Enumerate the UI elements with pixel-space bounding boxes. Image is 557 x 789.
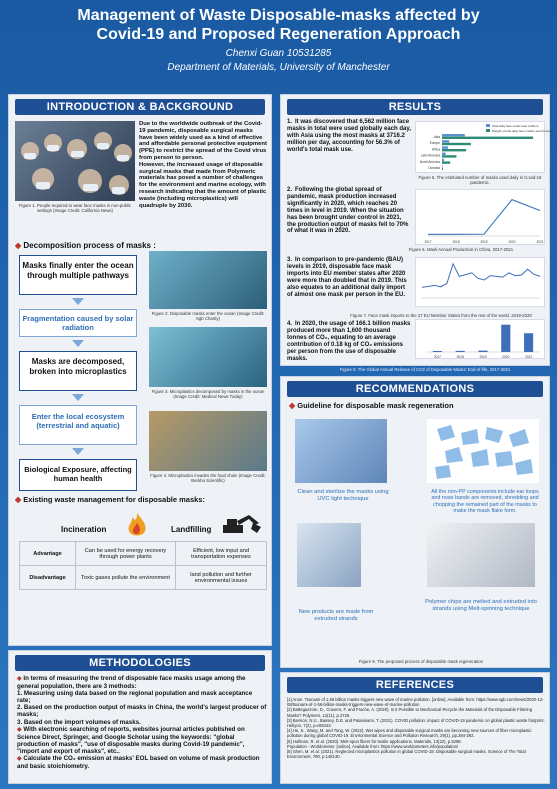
flow-box-1: Masks finally enter the ocean through multiple pathways — [19, 255, 137, 295]
diamond-icon: ◆ — [15, 495, 22, 504]
step4-text: Polymer chips are melted and extruded into strands using Melt-spinning technique — [425, 599, 537, 612]
author: Chenxi Guan 10531285 — [225, 48, 332, 59]
chart-fig6 — [415, 189, 545, 245]
methods-section — [8, 650, 272, 784]
flakes-illustration — [427, 419, 539, 483]
methods-item-text: Based on the import volumes of masks. — [23, 718, 141, 726]
microplastics-photo — [149, 327, 267, 387]
title-line-1: Management of Waste Disposable-masks affected by — [77, 7, 480, 24]
tick-label: 2017 — [424, 240, 432, 244]
methods-body — [17, 675, 267, 770]
chart-fig6-svg — [416, 190, 546, 246]
legend-swatch — [486, 124, 490, 127]
bar — [442, 168, 443, 170]
intro-para-1: Due to the worldwide outbreak of the Covid-19 pandemic, disposable surgical masks have been widely used as a kind of effective and affordable personal protective equipment (PPE) to restrict the spread of the Covid virus from person to person. — [139, 121, 267, 161]
bar — [442, 165, 443, 167]
mask-flakes-photo — [427, 419, 539, 483]
fig4-caption: Figure 4. Microplastics invades the food chain (Image Credit: Berkha Scientific) — [150, 473, 266, 484]
methods-b2: With electronic searching of reports, websites journal articles published on Science Direct, Springer, and Google Scholar using the keywords: "global production of masks", "use of disposable masks during Covid-19 pandemic", "import and export of masks", etc.. — [17, 725, 245, 755]
bar — [442, 146, 448, 148]
chart-fig8 — [415, 319, 545, 359]
intro-para-2: However, the increased usage of disposable surgical masks that made from Polymeric materials has posed a number of challenges for the environment and marine ecology, with research indicating that the amount of plastic waste (including microplastics) will quadruple by 2030. — [139, 161, 267, 209]
waste-heading: Existing waste management for disposable masks: — [23, 495, 205, 504]
ref-item: [5] Hullman, R. et al. (2020). Melt-spun fibers for textile applications. Materials, 13(22), p.5298. — [287, 738, 462, 744]
refs-section — [280, 672, 550, 784]
fig2-caption: Figure 2. Disposable masks enter the ocean (Image Credit: Sgb Charity) — [151, 311, 265, 322]
recs-heading: RECOMMENDATIONS — [287, 381, 543, 397]
methods-intro-row — [17, 675, 267, 690]
results-section — [280, 94, 554, 366]
result-num: 3. — [287, 257, 293, 263]
methods-heading: METHODOLOGIES — [15, 655, 265, 671]
methods-item-1: 1. Measuring using data based on the regional population and mask acceptance rate; — [17, 690, 253, 705]
result-2 — [287, 187, 411, 235]
arrow-down-icon — [72, 394, 84, 401]
bar — [442, 149, 466, 151]
bar — [524, 333, 533, 352]
flow-box-5: Biological Exposure, affecting human health — [19, 459, 137, 491]
legend-label: Weight of total daily face masks used (tonnes) — [492, 128, 554, 133]
chart-fig8-svg — [416, 320, 546, 360]
bar — [442, 140, 449, 142]
diamond-icon: ◆ — [17, 726, 22, 733]
uvc-clean-photo — [295, 419, 387, 483]
category-label: North America — [419, 159, 440, 164]
tick-label: 2019 — [480, 240, 488, 244]
title-area — [0, 0, 557, 86]
methods-intro: In terms of measuring the trend of disposable face masks usage among the general population, there are 3 methods: — [17, 675, 246, 691]
landfilling-label: Landfilling — [171, 525, 212, 534]
tick-label: 2017 — [433, 355, 441, 359]
methods-b2-row — [17, 726, 267, 755]
intro-section — [8, 94, 272, 646]
category-label: Oceania — [428, 166, 440, 170]
bar — [442, 161, 450, 163]
bar — [442, 155, 456, 157]
decomp-heading-row — [15, 241, 156, 250]
methods-b3-row — [17, 755, 267, 770]
fig5-caption: Figure 5. The estimated number of masks used daily in Covid-19 pandemic. — [418, 175, 542, 186]
methods-item-text: Measuring using data based on the regional population and mask acceptance rate; — [17, 690, 253, 705]
result-1 — [287, 119, 411, 154]
tick-label: 2020 — [502, 355, 510, 359]
flow-box-3: Masks are decomposed, broken into microplastics — [19, 351, 137, 391]
bar — [442, 143, 471, 145]
flow-box-2: Fragmentation caused by solar radiation — [19, 309, 137, 337]
ref-item: [6] Shen, M. et al. (2021). Neglected microplastics pollution in global COVID-19: Disposable surgical masks. Science of The Total Environment, 790, p.148130. — [287, 749, 526, 760]
guide-heading: Guideline for disposable mask regeneration — [297, 401, 454, 410]
tick-label: 2019 — [479, 355, 487, 359]
step2-text: All the non-PP components include ear loops and nose bands are removed, shredding and chopping the remained part of the masks to make the mask flake form. — [431, 489, 539, 515]
category-label: Africa — [431, 147, 440, 152]
tick-label: 2018 — [452, 240, 460, 244]
decomp-heading: Decomposition process of masks : — [23, 241, 156, 250]
bar — [442, 153, 446, 155]
chart-fig7-svg — [416, 258, 546, 308]
bar — [442, 137, 533, 139]
bar — [442, 134, 465, 136]
legend-swatch — [486, 129, 490, 132]
new-product-photo — [297, 523, 361, 587]
fig9-caption: Figure 9. The proposed process of disposable mask regeneration — [358, 659, 484, 664]
ref-item: [4] He, S., Wang, M. and Tong, W. (2022). Wet wipes and disposable surgical masks are becoming new sources of fiber microplastic pollution during global COVID-19. Environmental Science and Pollution Research, 29(1), pp.284-292. — [287, 728, 532, 739]
result-4 — [287, 321, 411, 362]
arrow-down-icon — [72, 298, 84, 305]
result-3-text: In comparison to pre-pandemic (BAU) levels in 2019, disposable face mask imports into EU member states after 2020 were more than doubled that in 2019. This also equates to an additional daily import of almost one mask per person in the EU. — [287, 257, 407, 298]
table-cell: land pollution and further environmental issues — [176, 566, 267, 590]
table-row — [20, 566, 267, 590]
methods-item-3: 3. Based on the import volumes of masks. — [17, 718, 141, 726]
refs-list — [287, 697, 545, 759]
result-3 — [287, 257, 411, 298]
table-cell: Toxic gases pollute the environment — [76, 566, 176, 590]
table-cell: Efficient, low input and transportation expenses — [176, 542, 267, 566]
arrow-down-icon — [72, 448, 84, 455]
ref-item: [3] Benson, N.U., Bassey, D.E. and Palanisami, T. (2021). COVID pollution: impact of COVID-19 pandemic on global plastic waste footprint. Heliyon, 7(2), p.e06343. — [287, 717, 545, 729]
series-line — [428, 200, 540, 235]
recs-section — [280, 376, 550, 668]
diamond-icon: ◆ — [17, 756, 22, 763]
guide-heading-row — [289, 401, 454, 410]
chart-fig5 — [415, 121, 554, 173]
result-4-text: In 2020, the usage of 166.1 billion masks produced more than 1,600 thousand tonnes of CO₂, equating to an average contribution of 0.18 kg of CO₂ emissions per person from the use of disposable masks. — [287, 321, 411, 362]
incineration-label: Incineration — [61, 525, 107, 534]
fig3-caption: Figure 3. Microplastics decomposed by masks in the ocean (Image Credit: Medical News Today) — [151, 389, 265, 400]
tick-label: 2018 — [456, 355, 464, 359]
ref-item: [2] Battegazzore, D., Cravero, F. and Frache, A. (2020). Is it Possible to Mechanical Recycle the Materials of the Disposable Filtering Masks? Polymers, 12(11), p.2726. — [287, 707, 533, 718]
intro-heading: INTRODUCTION & BACKGROUND — [15, 99, 265, 115]
diamond-icon: ◆ — [15, 241, 22, 250]
results-heading: RESULTS — [287, 99, 543, 115]
category-label: Europe — [429, 141, 440, 146]
result-num: 1. — [287, 119, 293, 125]
methods-item-2: 2. Based on the production output of masks in China, the world's largest producer of masks; — [17, 704, 267, 719]
result-num: 2. — [287, 187, 293, 193]
chart-fig7 — [415, 257, 545, 307]
fig1-caption: Figure 1. People required to wear face masks in non-public settings (Image Credit: California News) — [18, 203, 132, 214]
crowd-illustration — [15, 121, 135, 201]
arrow-down-icon — [72, 340, 84, 347]
crowd-photo — [15, 121, 135, 201]
excavator-icon — [219, 511, 263, 537]
ref-item: [1] Anon. Tsunami of 1.56 billion masks triggers new wave of marine pollution. [online]. Available from: https://www.sgb.com/news/2020-12-08/tsunami-of-1-56-billion-masks-triggers-new-wave-of-marine-pollution — [287, 697, 544, 708]
category-label: Latin America — [420, 153, 440, 158]
fire-icon — [117, 509, 157, 539]
chart-fig5-svg — [416, 122, 554, 174]
fig8-caption: Figure 8. The Global Annual Release of CO2 of Disposable Masks' End-of-life, 2017-2021 — [339, 367, 511, 372]
department: Department of Materials, University of Manchester — [167, 62, 390, 73]
step1-text: Clean and sterilize the masks using UVC light technique — [297, 489, 389, 502]
fig7-caption: Figure 7. Face mask imports to the 27 EU Member States from the rest of the world, 2019-2020 — [350, 313, 532, 318]
waste-heading-row — [15, 495, 205, 504]
bar — [478, 351, 487, 352]
tick-label: 2021 — [536, 240, 544, 244]
food-chain-photo — [149, 411, 267, 471]
disadvantage-label: Disadvantage — [20, 566, 76, 590]
methods-item-text: Based on the production output of masks in China, the world's largest producer of masks; — [17, 704, 267, 719]
bar — [442, 159, 444, 161]
result-num: 4. — [287, 321, 293, 327]
intro-text — [139, 121, 267, 209]
tick-label: 2021 — [525, 355, 533, 359]
methods-b3: Calculate the CO₂ emission at masks' EOL based on volume of mask production and basic stoichiometry. — [17, 755, 260, 771]
bar — [501, 325, 510, 352]
refs-heading: REFERENCES — [287, 677, 543, 693]
step3-text: New products are made from extruded strands — [298, 609, 374, 622]
strands-photo — [427, 523, 535, 587]
ref-item: Population - Worldometer. [online]. Available from: https://www.worldometers.info/population/ — [287, 743, 459, 749]
category-label: Asia — [433, 135, 440, 139]
result-2-text: Following the global spread of pandemic, mask production increased significantly in 2020, which reaches 20 times in level in 2019. When the situation has been brought under control in 2021, the production output of masks fell to 70% of what it was in 2020. — [287, 187, 409, 235]
title-line-2: Covid-19 and Proposed Regeneration Approach — [96, 26, 461, 43]
bar — [456, 351, 465, 352]
diamond-icon: ◆ — [289, 401, 296, 410]
advantage-label: Advantage — [20, 542, 76, 566]
flow-box-4: Enter the local ecosystem (terrestrial and aquatic) — [19, 405, 137, 445]
bar — [433, 351, 442, 352]
table-row — [20, 542, 267, 566]
fig6-caption: Figure 6. Mask Annual Production in China, 2017-2021 — [408, 247, 514, 252]
legend-label: Total daily face mask used (million) — [492, 123, 539, 128]
table-cell: Can be used for energy recovery through power plants — [76, 542, 176, 566]
diamond-icon: ◆ — [17, 676, 22, 682]
series-line — [422, 264, 540, 287]
ocean-mask-photo — [149, 251, 267, 309]
result-1-text: It was discovered that 6,562 million face masks in total were used globally each day, with Asia using the most masks at 3716.2 million per day, accounting for 56.3% of world's total mask use. — [287, 119, 411, 153]
tick-label: 2020 — [508, 240, 516, 244]
waste-table — [19, 541, 267, 590]
